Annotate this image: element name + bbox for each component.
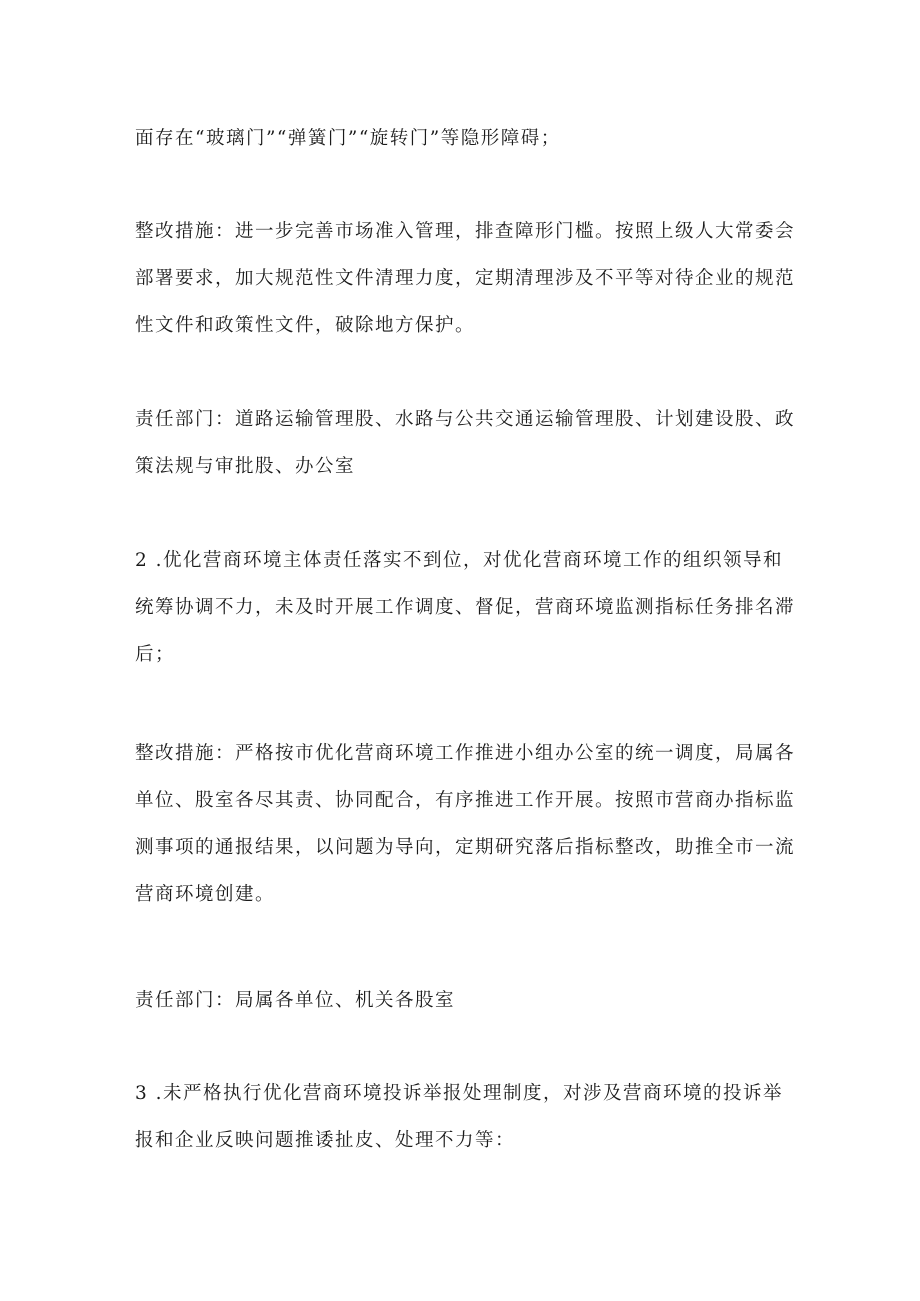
paragraph-barriers: 面存在“玻璃门”“弹簧门”“旋转门”等隐形障碍； xyxy=(135,128,561,149)
paragraph-responsible-1: 责任部门：道路运输管理股、水路与公共交通运输管理股、计划建设股、政策法规与审批股、办公室 xyxy=(135,409,796,477)
paragraph-rectification-2: 整改措施：严格按市优化营商环境工作推进小组办公室的统一调度，局属各单位、股室各尽其责、协同配合，有序推进工作开展。按照市营商办指标监测事项的通报结果，以问题为导向，定期研究落后指标整改，助推全市一流营商环境创建。 xyxy=(135,743,796,905)
paragraph-rectification-1: 整改措施：进一步完善市场准入管理，排查障形门槛。按照上级人大常委会部署要求，加大规范性文件清理力度，定期清理涉及不平等对待企业的规范性文件和政策性文件，破除地方保护。 xyxy=(135,221,796,336)
paragraph-item-3: 3 .未严格执行优化营商环境投诉举报处理制度，对涉及营商环境的投诉举报和企业反映问题推诿扯皮、处理不力等： xyxy=(135,1083,784,1151)
paragraph-item-2: 2 .优化营商环境主体责任落实不到位，对优化营商环境工作的组织领导和统筹协调不力，未及时开展工作调度、督促，营商环境监测指标任务排名滞后； xyxy=(135,550,796,665)
paragraph-responsible-2: 责任部门：局属各单位、机关各股室 xyxy=(135,990,456,1011)
